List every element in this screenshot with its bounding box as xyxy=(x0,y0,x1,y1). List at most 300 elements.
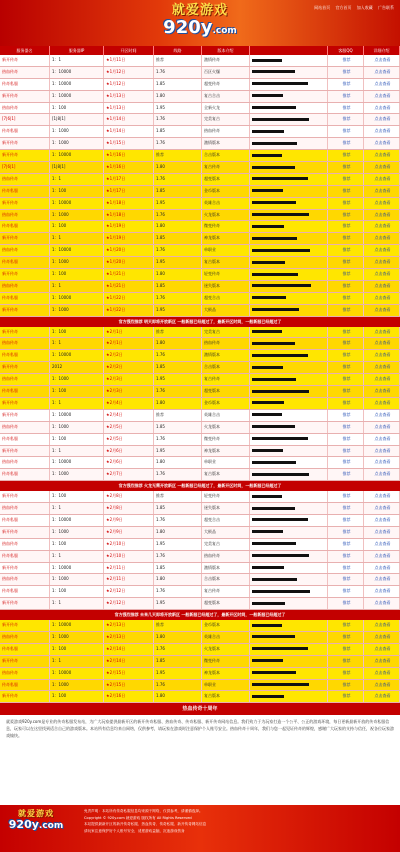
redacted-text xyxy=(252,177,308,180)
redacted-text xyxy=(252,542,296,545)
server-ip: 1：10000 xyxy=(50,515,104,526)
qq-button[interactable]: 推荐 xyxy=(328,103,364,114)
open-time: ★1月12日 xyxy=(104,79,154,90)
detail-link[interactable]: 点击查看 xyxy=(364,680,400,691)
qq-button[interactable]: 推荐 xyxy=(328,446,364,457)
line: 1.95 xyxy=(154,103,202,114)
description xyxy=(250,162,328,173)
description xyxy=(250,338,328,349)
server-name[interactable]: 新开传奇 xyxy=(0,563,50,574)
detail-link[interactable]: 点击查看 xyxy=(364,386,400,397)
detail-link[interactable]: 点击查看 xyxy=(364,245,400,256)
redacted-text xyxy=(252,671,296,674)
server-name[interactable]: 传奇私服 xyxy=(0,644,50,655)
detail-link[interactable]: 点击查看 xyxy=(364,503,400,514)
table-row xyxy=(0,598,400,610)
server-name[interactable]: 热血传奇 xyxy=(0,67,50,78)
line: 1.95 xyxy=(154,374,202,385)
qq-button[interactable]: 推荐 xyxy=(328,245,364,256)
server-name[interactable]: [7|6|1] xyxy=(0,114,50,125)
detail-link[interactable]: 点击查看 xyxy=(364,457,400,468)
version: 大极品 xyxy=(202,527,250,538)
qq-button[interactable]: 推荐 xyxy=(328,398,364,409)
qq-button[interactable]: 推荐 xyxy=(328,269,364,280)
server-ip: [1|8|1] xyxy=(50,114,104,125)
detail-link[interactable]: 点击查看 xyxy=(364,103,400,114)
detail-link[interactable]: 点击查看 xyxy=(364,162,400,173)
description xyxy=(250,138,328,149)
description xyxy=(250,491,328,502)
server-name[interactable]: 传奇私服 xyxy=(0,257,50,268)
qq-button[interactable]: 推荐 xyxy=(328,293,364,304)
redacted-text xyxy=(252,296,286,299)
version: 英雄合击 xyxy=(202,632,250,643)
qq-button[interactable]: 推荐 xyxy=(328,457,364,468)
line: 推荐 xyxy=(154,620,202,631)
qq-button[interactable]: 推荐 xyxy=(328,257,364,268)
server-name[interactable]: 传奇私服 xyxy=(0,221,50,232)
redacted-text xyxy=(252,602,285,605)
line: 1.80 xyxy=(154,691,202,702)
qq-button[interactable]: 推荐 xyxy=(328,515,364,526)
version: 超变传奇 xyxy=(202,79,250,90)
version: 神龙版本 xyxy=(202,446,250,457)
qq-button[interactable]: 推荐 xyxy=(328,210,364,221)
server-name[interactable]: 新开传奇 xyxy=(0,398,50,409)
detail-link[interactable]: 点击查看 xyxy=(364,281,400,292)
open-time: ★2月5日 xyxy=(104,422,154,433)
description xyxy=(250,503,328,514)
logo-title: 就爱游戏 xyxy=(171,3,228,18)
server-name[interactable]: 传奇私服 xyxy=(0,586,50,597)
link-ads[interactable]: 广告联系 xyxy=(378,5,394,10)
server-name[interactable]: 新开传奇 xyxy=(0,327,50,338)
open-time: ★2月6日 xyxy=(104,446,154,457)
version: 合击版本 xyxy=(202,150,250,161)
line: 1.80 xyxy=(154,398,202,409)
site-footer xyxy=(0,805,400,852)
table-row xyxy=(0,79,400,91)
line: 1.80 xyxy=(154,574,202,585)
qq-button[interactable]: 推荐 xyxy=(328,162,364,173)
qq-button[interactable]: 推荐 xyxy=(328,503,364,514)
version: 完美复古 xyxy=(202,114,250,125)
server-name[interactable]: 新开传奇 xyxy=(0,598,50,609)
detail-link[interactable]: 点击查看 xyxy=(364,79,400,90)
version: 热血传奇 xyxy=(202,338,250,349)
redacted-text xyxy=(252,390,309,393)
open-time: ★1月12日 xyxy=(104,67,154,78)
table-row xyxy=(0,398,400,410)
qq-button[interactable]: 推荐 xyxy=(328,691,364,702)
qq-button[interactable]: 推荐 xyxy=(328,469,364,480)
server-name[interactable]: 热血传奇 xyxy=(0,281,50,292)
qq-button[interactable]: 推荐 xyxy=(328,680,364,691)
qq-button[interactable]: 推荐 xyxy=(328,327,364,338)
description xyxy=(250,422,328,433)
table-row xyxy=(0,574,400,586)
line: 1.95 xyxy=(154,668,202,679)
detail-link[interactable]: 点击查看 xyxy=(364,668,400,679)
line: 1.80 xyxy=(154,457,202,468)
server-name[interactable]: 热血传奇 xyxy=(0,422,50,433)
server-ip: 1：1 xyxy=(50,503,104,514)
detail-link[interactable]: 点击查看 xyxy=(364,186,400,197)
table-row xyxy=(0,668,400,680)
detail-link[interactable]: 点击查看 xyxy=(364,126,400,137)
detail-link[interactable]: 点击查看 xyxy=(364,233,400,244)
description xyxy=(250,691,328,702)
table-row xyxy=(0,386,400,398)
qq-button[interactable]: 推荐 xyxy=(328,126,364,137)
detail-link[interactable]: 点击查看 xyxy=(364,632,400,643)
qq-button[interactable]: 推荐 xyxy=(328,586,364,597)
open-time: ★2月4日 xyxy=(104,410,154,421)
server-ip: 1：100 xyxy=(50,586,104,597)
detail-link[interactable]: 点击查看 xyxy=(364,586,400,597)
qq-button[interactable]: 推荐 xyxy=(328,362,364,373)
server-name[interactable]: 热血传奇 xyxy=(0,632,50,643)
detail-link[interactable]: 点击查看 xyxy=(364,91,400,102)
qq-button[interactable]: 推荐 xyxy=(328,79,364,90)
server-name[interactable]: 新开传奇 xyxy=(0,362,50,373)
line: 1.85 xyxy=(154,422,202,433)
server-ip: 1：10000 xyxy=(50,198,104,209)
qq-button[interactable]: 推荐 xyxy=(328,574,364,585)
line: 1.76 xyxy=(154,114,202,125)
description xyxy=(250,245,328,256)
server-name[interactable]: [7|6|1] xyxy=(0,162,50,173)
open-time: ★2月8日 xyxy=(104,491,154,502)
line: 1.76 xyxy=(154,174,202,185)
detail-link[interactable]: 点击查看 xyxy=(364,305,400,316)
qq-button[interactable]: 推荐 xyxy=(328,374,364,385)
qq-button[interactable]: 推荐 xyxy=(328,91,364,102)
description xyxy=(250,469,328,480)
server-name[interactable]: 传奇私服 xyxy=(0,350,50,361)
description xyxy=(250,527,328,538)
description xyxy=(250,598,328,609)
qq-button[interactable]: 推荐 xyxy=(328,55,364,66)
detail-link[interactable]: 点击查看 xyxy=(364,374,400,385)
redacted-text xyxy=(252,142,297,145)
server-name[interactable]: 热血传奇 xyxy=(0,539,50,550)
detail-link[interactable]: 点击查看 xyxy=(364,138,400,149)
detail-link[interactable]: 点击查看 xyxy=(364,446,400,457)
qq-button[interactable]: 推荐 xyxy=(328,350,364,361)
open-time: ★1月16日 xyxy=(104,150,154,161)
qq-button[interactable]: 推荐 xyxy=(328,281,364,292)
detail-link[interactable]: 点击查看 xyxy=(364,67,400,78)
detail-link[interactable]: 点击查看 xyxy=(364,55,400,66)
server-name[interactable]: 传奇私服 xyxy=(0,293,50,304)
line: 1.80 xyxy=(154,527,202,538)
detail-link[interactable]: 点击查看 xyxy=(364,491,400,502)
line: 1.76 xyxy=(154,551,202,562)
qq-button[interactable]: 推荐 xyxy=(328,174,364,185)
line: 1.76 xyxy=(154,469,202,480)
footer-logo[interactable] xyxy=(6,809,66,833)
qq-button[interactable]: 推荐 xyxy=(328,598,364,609)
redacted-text xyxy=(252,695,284,698)
description xyxy=(250,551,328,562)
server-name[interactable]: 新开传奇 xyxy=(0,91,50,102)
detail-link[interactable]: 点击查看 xyxy=(364,563,400,574)
server-ip: 1：100 xyxy=(50,644,104,655)
detail-link[interactable]: 点击查看 xyxy=(364,656,400,667)
redacted-text xyxy=(252,401,284,404)
server-name[interactable]: 新开传奇 xyxy=(0,233,50,244)
description xyxy=(250,586,328,597)
open-time: ★2月10日 xyxy=(104,551,154,562)
table-row xyxy=(0,150,400,162)
server-name[interactable]: 新开传奇 xyxy=(0,305,50,316)
qq-button[interactable]: 推荐 xyxy=(328,186,364,197)
detail-link[interactable]: 点击查看 xyxy=(364,293,400,304)
qq-button[interactable]: 推荐 xyxy=(328,551,364,562)
server-name[interactable]: 新开传奇 xyxy=(0,446,50,457)
qq-button[interactable]: 推荐 xyxy=(328,138,364,149)
qq-button[interactable]: 推荐 xyxy=(328,198,364,209)
server-name[interactable]: 传奇私服 xyxy=(0,79,50,90)
redacted-text xyxy=(252,647,308,650)
server-name[interactable]: 新开传奇 xyxy=(0,150,50,161)
server-name[interactable]: 新开传奇 xyxy=(0,620,50,631)
description xyxy=(250,398,328,409)
detail-link[interactable]: 点击查看 xyxy=(364,598,400,609)
server-name[interactable]: 新开传奇 xyxy=(0,491,50,502)
server-list-upcoming xyxy=(0,620,400,703)
redacted-text xyxy=(252,683,309,686)
detail-link[interactable]: 点击查看 xyxy=(364,210,400,221)
table-row xyxy=(0,422,400,434)
redacted-text xyxy=(252,249,310,252)
server-ip: 1：1000 xyxy=(50,632,104,643)
description xyxy=(250,305,328,316)
redacted-text xyxy=(252,437,308,440)
col-server-ip: 服务器IP xyxy=(50,46,104,55)
server-name[interactable]: 新开传奇 xyxy=(0,527,50,538)
qq-button[interactable]: 推荐 xyxy=(328,386,364,397)
detail-link[interactable]: 点击查看 xyxy=(364,338,400,349)
redacted-text xyxy=(252,213,309,216)
footer-line: 本站提供最新开区的新开传奇私服、热血传奇、传奇私服、新开传奇网站信息 xyxy=(84,822,207,826)
qq-button[interactable]: 推荐 xyxy=(328,668,364,679)
server-name[interactable]: 热血传奇 xyxy=(0,245,50,256)
description xyxy=(250,563,328,574)
qq-button[interactable]: 推荐 xyxy=(328,410,364,421)
detail-link[interactable]: 点击查看 xyxy=(364,350,400,361)
table-row xyxy=(0,221,400,233)
qq-button[interactable]: 推荐 xyxy=(328,620,364,631)
description xyxy=(250,386,328,397)
server-name[interactable]: 新开传奇 xyxy=(0,656,50,667)
server-name[interactable]: 热血传奇 xyxy=(0,103,50,114)
redacted-text xyxy=(252,94,283,97)
detail-link[interactable]: 点击查看 xyxy=(364,398,400,409)
detail-link[interactable]: 点击查看 xyxy=(364,327,400,338)
server-ip: 1：1 xyxy=(50,398,104,409)
detail-link[interactable]: 点击查看 xyxy=(364,410,400,421)
description xyxy=(250,221,328,232)
version: 金币版本 xyxy=(202,398,250,409)
col-blank xyxy=(250,46,328,55)
server-name[interactable]: 传奇私服 xyxy=(0,515,50,526)
line: 1.76 xyxy=(154,245,202,256)
server-ip: 1：1 xyxy=(50,55,104,66)
version: 完美复古 xyxy=(202,327,250,338)
server-ip: 1：1 xyxy=(50,551,104,562)
footer-line: 请玩家注意保护好个人账号安全，适度游戏益脑，沉迷游戏伤身 xyxy=(84,828,185,833)
detail-link[interactable]: 点击查看 xyxy=(364,644,400,655)
table-row xyxy=(0,91,400,103)
detail-link[interactable]: 点击查看 xyxy=(364,620,400,631)
server-name[interactable]: 传奇私服 xyxy=(0,680,50,691)
qq-button[interactable]: 推荐 xyxy=(328,563,364,574)
detail-link[interactable]: 点击查看 xyxy=(364,527,400,538)
redacted-text xyxy=(252,118,309,121)
link-favorite[interactable]: 加入收藏 xyxy=(356,5,373,10)
description xyxy=(250,539,328,550)
server-name[interactable]: 传奇私服 xyxy=(0,469,50,480)
detail-link[interactable]: 点击查看 xyxy=(364,469,400,480)
detail-link[interactable]: 点击查看 xyxy=(364,691,400,702)
description xyxy=(250,233,328,244)
detail-link[interactable]: 点击查看 xyxy=(364,434,400,445)
detail-link[interactable]: 点击查看 xyxy=(364,198,400,209)
detail-link[interactable]: 点击查看 xyxy=(364,574,400,585)
server-name[interactable]: 热血传奇 xyxy=(0,210,50,221)
qq-button[interactable]: 推荐 xyxy=(328,221,364,232)
server-ip: 1：1000 xyxy=(50,257,104,268)
detail-link[interactable]: 点击查看 xyxy=(364,422,400,433)
redacted-text xyxy=(252,354,308,357)
server-name[interactable]: 传奇私服 xyxy=(0,386,50,397)
detail-link[interactable]: 点击查看 xyxy=(364,515,400,526)
qq-button[interactable]: 推荐 xyxy=(328,491,364,502)
redacted-text xyxy=(252,659,283,662)
redacted-text xyxy=(252,554,309,557)
detail-link[interactable]: 点击查看 xyxy=(364,221,400,232)
site-logo[interactable] xyxy=(150,4,250,42)
qq-button[interactable]: 推荐 xyxy=(328,434,364,445)
description xyxy=(250,186,328,197)
qq-button[interactable]: 推荐 xyxy=(328,539,364,550)
qq-button[interactable]: 推荐 xyxy=(328,114,364,125)
open-time: ★1月13日 xyxy=(104,91,154,102)
line: 1.85 xyxy=(154,503,202,514)
link-home[interactable]: 网站首页 xyxy=(314,5,331,10)
version: 超变合击 xyxy=(202,515,250,526)
open-time: ★1月22日 xyxy=(104,293,154,304)
line: 1.95 xyxy=(154,257,202,268)
server-ip: 1：10000 xyxy=(50,79,104,90)
server-name[interactable]: 传奇私服 xyxy=(0,434,50,445)
server-name[interactable]: 传奇私服 xyxy=(0,126,50,137)
table-row xyxy=(0,293,400,305)
detail-link[interactable]: 点击查看 xyxy=(364,269,400,280)
redacted-text xyxy=(252,449,283,452)
line: 1.85 xyxy=(154,656,202,667)
server-name[interactable]: 新开传奇 xyxy=(0,55,50,66)
description xyxy=(250,515,328,526)
version: 火龙版本 xyxy=(202,644,250,655)
detail-link[interactable]: 点击查看 xyxy=(364,539,400,550)
qq-button[interactable]: 推荐 xyxy=(328,422,364,433)
detail-link[interactable]: 点击查看 xyxy=(364,114,400,125)
col-version: 版本介绍 xyxy=(202,46,250,55)
detail-link[interactable]: 点击查看 xyxy=(364,174,400,185)
description xyxy=(250,114,328,125)
table-row xyxy=(0,563,400,575)
server-name[interactable]: 热血传奇 xyxy=(0,503,50,514)
redacted-text xyxy=(252,495,282,498)
line: 1.80 xyxy=(154,632,202,643)
qq-button[interactable]: 推荐 xyxy=(328,656,364,667)
line: 1.80 xyxy=(154,221,202,232)
version: 神龙版本 xyxy=(202,233,250,244)
qq-button[interactable]: 推荐 xyxy=(328,67,364,78)
detail-link[interactable]: 点击查看 xyxy=(364,551,400,562)
version: 超变版本 xyxy=(202,386,250,397)
table-row xyxy=(0,174,400,186)
server-name[interactable]: 新开传奇 xyxy=(0,269,50,280)
server-name[interactable]: 热血传奇 xyxy=(0,574,50,585)
server-name[interactable]: 新开传奇 xyxy=(0,198,50,209)
qq-button[interactable]: 推荐 xyxy=(328,233,364,244)
table-row xyxy=(0,245,400,257)
server-name[interactable]: 热血传奇 xyxy=(0,668,50,679)
table-row xyxy=(0,305,400,317)
server-name[interactable]: 新开传奇 xyxy=(0,691,50,702)
server-ip: 1：1 xyxy=(50,446,104,457)
description xyxy=(250,350,328,361)
server-name[interactable]: 传奇私服 xyxy=(0,186,50,197)
server-name[interactable]: 新开传奇 xyxy=(0,138,50,149)
server-name[interactable]: 热血传奇 xyxy=(0,338,50,349)
redacted-text xyxy=(252,237,297,240)
qq-button[interactable]: 推荐 xyxy=(328,527,364,538)
version: 全新火龙 xyxy=(202,103,250,114)
server-ip: 1：1 xyxy=(50,598,104,609)
version: 复古版本 xyxy=(202,469,250,480)
server-name[interactable]: 热血传奇 xyxy=(0,374,50,385)
qq-button[interactable]: 推荐 xyxy=(328,338,364,349)
description xyxy=(250,327,328,338)
server-name[interactable]: 新开传奇 xyxy=(0,410,50,421)
detail-link[interactable]: 点击查看 xyxy=(364,257,400,268)
table-row xyxy=(0,362,400,374)
intro-text: 就爱游戏920y.com是专业的传奇私服发布站，为广大玩家提供最新开区的新开传奇私服、热血传奇、传奇私服、新开传奇网站信息。我们致力于为玩家打造一个公平、公正的游戏环境，每日更新最新开放的传奇私服信息，玩家可以在这里找到适合自己的游戏版本。本站所有信息均来自网络，仅供参考，请玩家在游戏时注意保护个人账号安全。热血传奇十周年，我们与您一起见证传奇的辉煌，感谢广大玩家的支持与信任，祝各位玩家游戏愉快。 xyxy=(0,715,400,808)
line: 推荐 xyxy=(154,150,202,161)
server-name[interactable]: 热血传奇 xyxy=(0,457,50,468)
redacted-text xyxy=(252,624,282,627)
server-name[interactable]: 热血传奇 xyxy=(0,174,50,185)
version: 英雄合击 xyxy=(202,410,250,421)
qq-button[interactable]: 推荐 xyxy=(328,644,364,655)
link-official[interactable]: 官方首页 xyxy=(335,5,352,10)
qq-button[interactable]: 推荐 xyxy=(328,305,364,316)
server-ip: [1|8|1] xyxy=(50,162,104,173)
detail-link[interactable]: 点击查看 xyxy=(364,150,400,161)
detail-link[interactable]: 点击查看 xyxy=(364,362,400,373)
qq-button[interactable]: 推荐 xyxy=(328,150,364,161)
server-name[interactable]: 传奇私服 xyxy=(0,551,50,562)
open-time: ★1月19日 xyxy=(104,221,154,232)
open-time: ★2月5日 xyxy=(104,434,154,445)
line: 推荐 xyxy=(154,410,202,421)
qq-button[interactable]: 推荐 xyxy=(328,632,364,643)
